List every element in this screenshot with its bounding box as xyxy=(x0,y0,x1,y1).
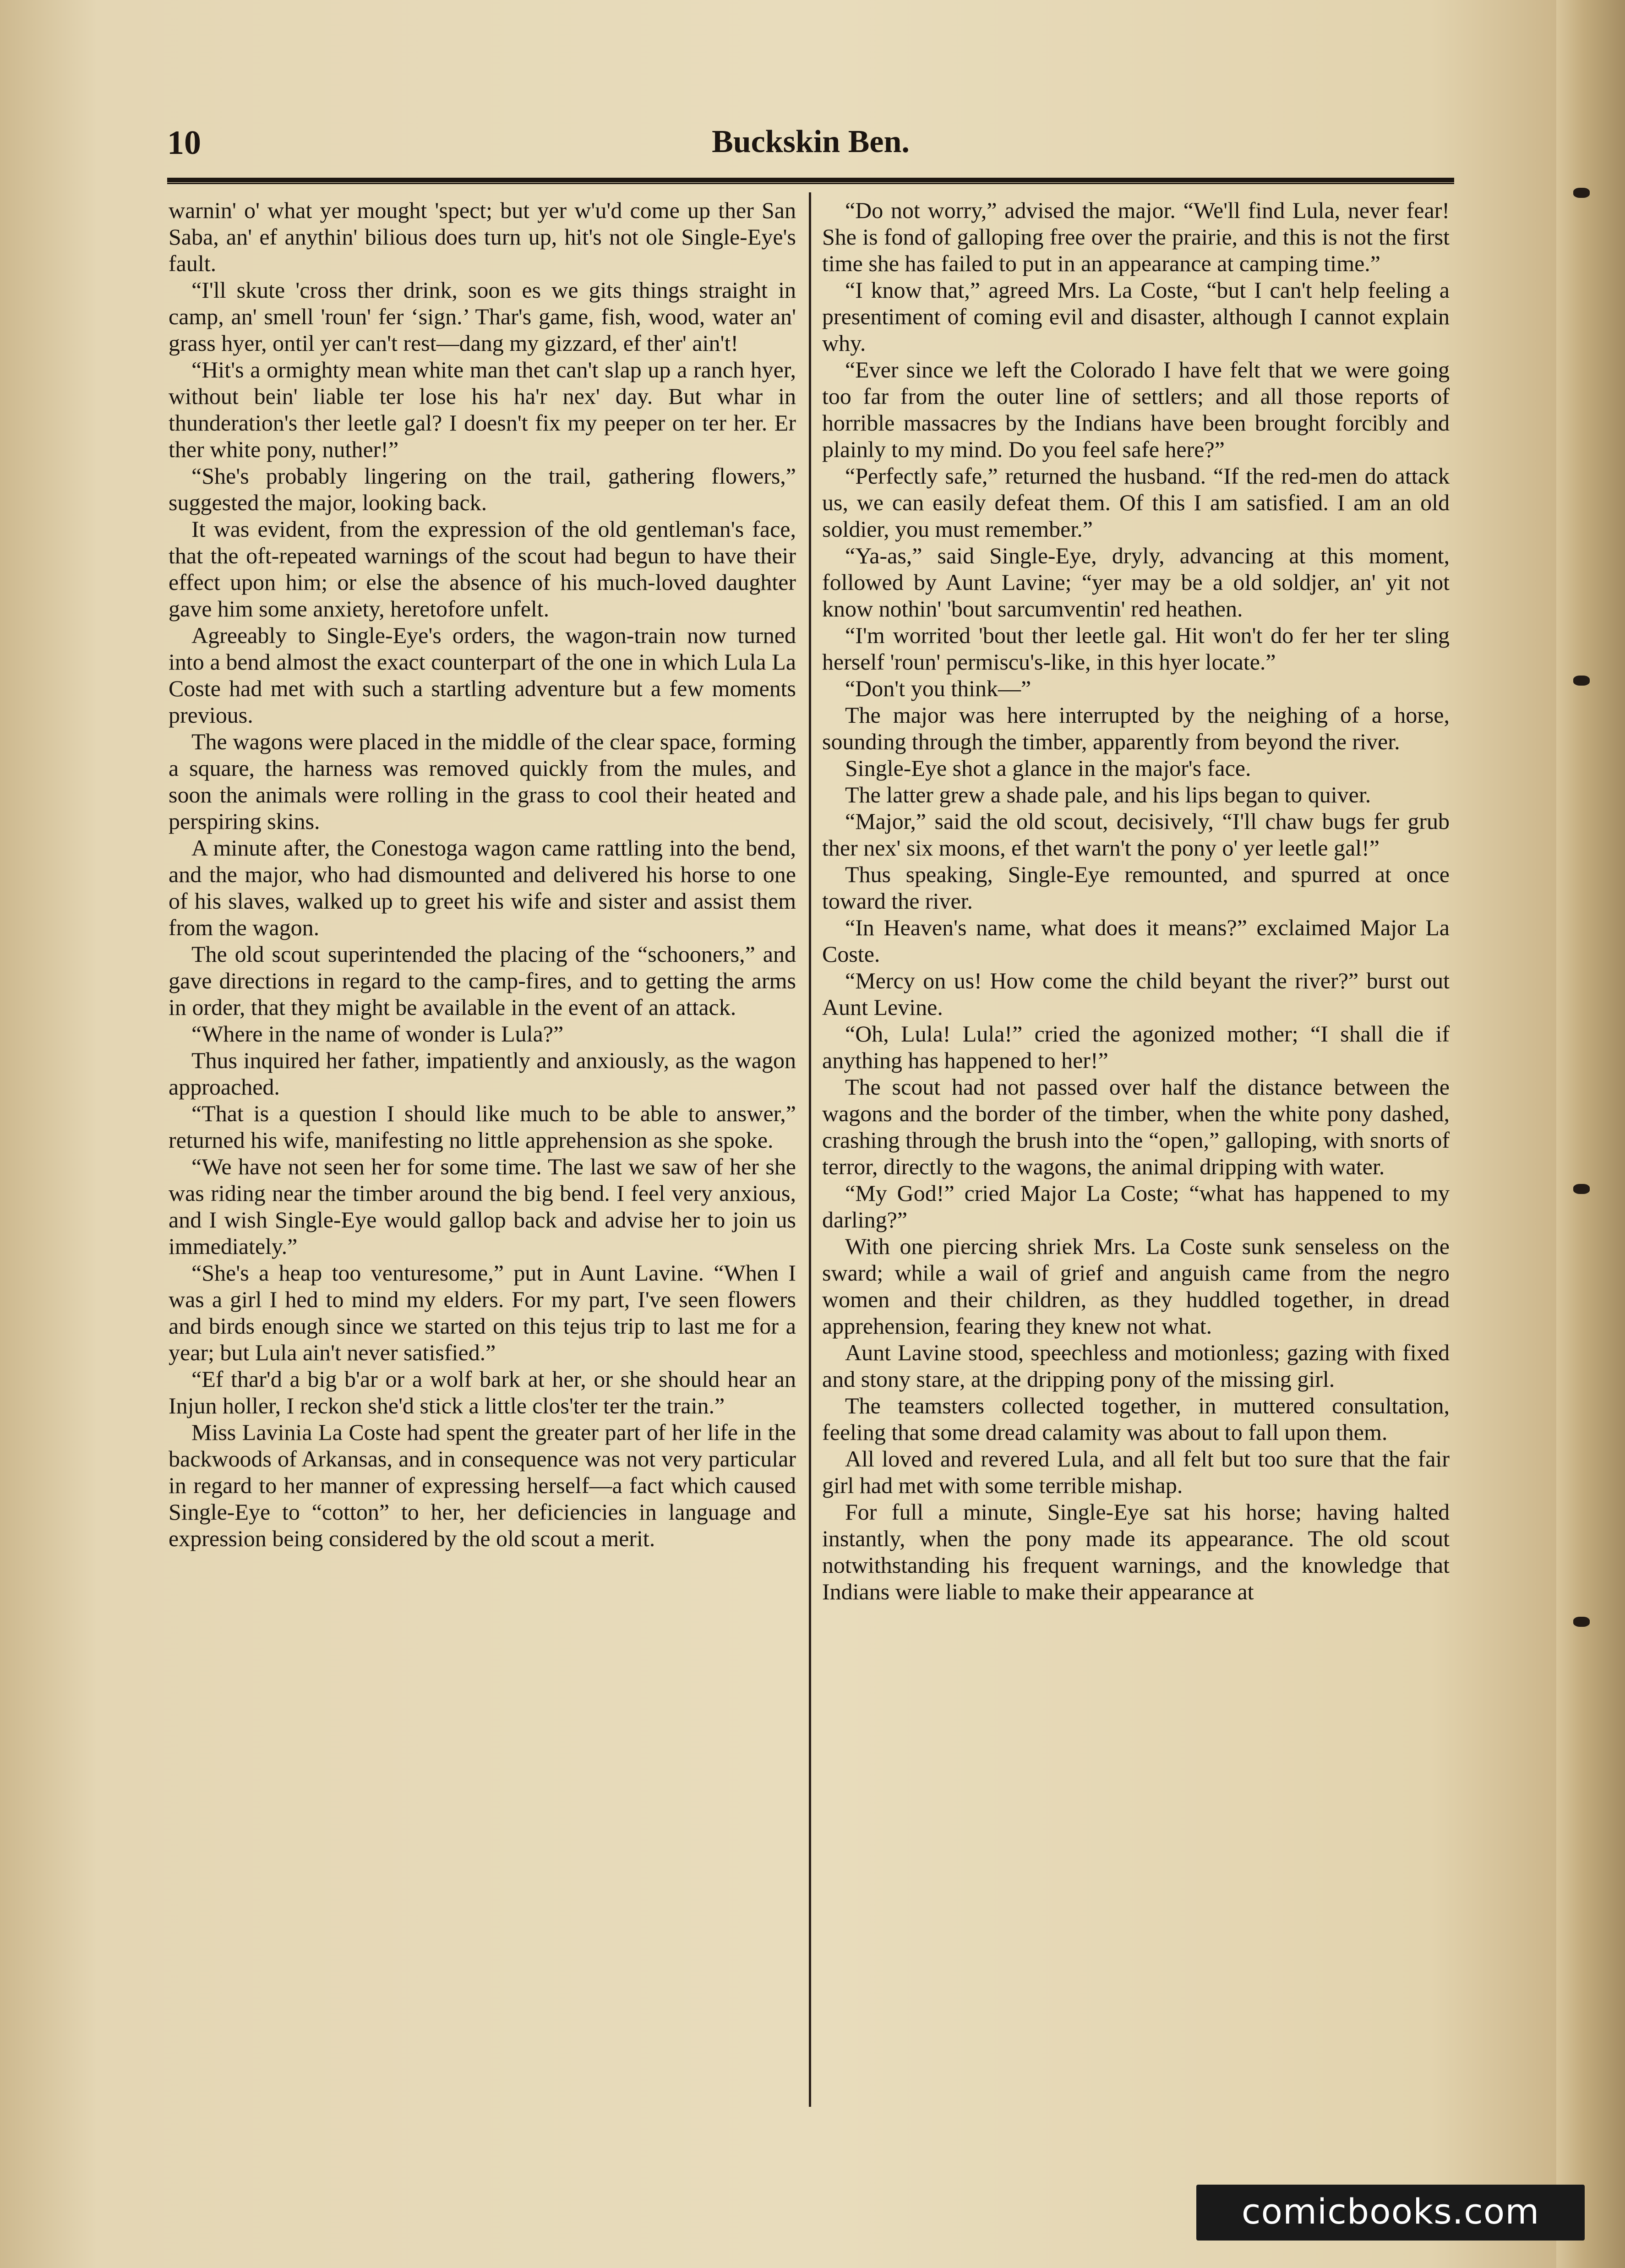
paragraph: “I know that,” agreed Mrs. La Coste, “but I can't help feeling a presentiment of coming evil and disaster, although I cannot explain why. xyxy=(822,277,1450,356)
paragraph: “Don't you think—” xyxy=(845,676,1031,701)
paragraph: Aunt Lavine stood, speechless and motionless; gazing with fixed and stony stare, at the dripping pony of the missing girl. xyxy=(822,1340,1450,1392)
binding-hole xyxy=(1573,1617,1590,1627)
paragraph: Single-Eye shot a glance in the major's face. xyxy=(845,755,1251,781)
watermark-badge xyxy=(1196,2185,1585,2241)
paragraph: With one piercing shriek Mrs. La Coste sunk senseless on the sward; while a wail of grief and anguish came from the negro women and their children, as they huddled together, in dread apprehension, fearing they knew not what. xyxy=(822,1233,1450,1339)
page-title: Buckskin Ben. xyxy=(712,124,910,159)
paragraph: “She's a heap too venturesome,” put in Aunt Lavine. “When I was a girl I hed to mind my elders. For my part, I've seen flowers and birds enough since we started on this tejus trip to last me for a year; but Lula ain't never satisfied.” xyxy=(169,1260,796,1365)
paragraph: The old scout superintended the placing of the “schooners,” and gave directions in regard to the camp-fires, and to getting the arms in order, that they might be available in the event of an attack. xyxy=(169,941,796,1020)
binding-hole xyxy=(1573,188,1590,198)
paragraph: warnin' o' what yer mought 'spect; but yer w'u'd come up ther San Saba, an' ef anythin' bilious does turn up, hit's not ole Single-Eye's fault. xyxy=(169,197,796,276)
paragraph: “Perfectly safe,” returned the husband. “If the red-men do attack us, we can easily defeat them. Of this I am satisfied. I am an old soldier, you must remember.” xyxy=(822,463,1450,542)
paragraph: The scout had not passed over half the distance between the wagons and the border of the timber, when the white pony dashed, crashing through the brush into the “open,” galloping, with snorts of terror, directly to the wagons, the animal dripping with water. xyxy=(822,1074,1450,1179)
paragraph: All loved and revered Lula, and all felt but too sure that the fair girl had met with some terrible mishap. xyxy=(822,1446,1450,1498)
paragraph: “Major,” said the old scout, decisively, “I'll chaw bugs fer grub ther nex' six moons, ef thet warn't the pony o' yer leetle gal!” xyxy=(822,808,1450,861)
column-divider xyxy=(809,192,811,2107)
paragraph: The latter grew a shade pale, and his lips began to quiver. xyxy=(845,782,1371,807)
paragraph: The wagons were placed in the middle of the clear space, forming a square, the harness was removed quickly from the mules, and soon the animals were rolling in the grass to cool their heated and perspiring skins. xyxy=(169,729,796,834)
right-text-column xyxy=(822,197,1450,2111)
header-rule xyxy=(167,178,1454,184)
paragraph: Thus inquired her father, impatiently and anxiously, as the wagon approached. xyxy=(169,1047,796,1100)
paragraph: “Hit's a ormighty mean white man thet can't slap up a ranch hyer, without bein' liable ter lose his ha'r nex' day. But whar in thunderation's ther leetle gal? I doesn't fix my peeper on ter her. Er ther white pony, nuther!” xyxy=(169,357,796,462)
running-head xyxy=(167,124,1454,174)
paragraph: Thus speaking, Single-Eye remounted, and spurred at once toward the river. xyxy=(822,861,1450,914)
page-number: 10 xyxy=(167,124,201,162)
paragraph: “Where in the name of wonder is Lula?” xyxy=(191,1021,564,1047)
paragraph: “She's probably lingering on the trail, gathering flowers,” suggested the major, looking back. xyxy=(169,463,796,515)
binding-hole xyxy=(1573,676,1590,686)
paragraph: The major was here interrupted by the neighing of a horse, sounding through the timber, apparently from beyond the river. xyxy=(822,702,1450,754)
left-text-column xyxy=(169,197,796,2111)
paragraph: “Ef thar'd a big b'ar or a wolf bark at her, or she should hear an Injun holler, I reckon she'd stick a little clos'ter ter the train.” xyxy=(169,1366,796,1418)
paragraph: “That is a question I should like much to be able to answer,” returned his wife, manifesting no little apprehension as she spoke. xyxy=(169,1101,796,1153)
paragraph: “Ever since we left the Colorado I have felt that we were going too far from the outer line of settlers; and all those reports of horrible massacres by the Indians have been brought forcibly and plainly to my mind. Do you feel safe here?” xyxy=(822,357,1450,462)
paragraph: “Mercy on us! How come the child beyant the river?” burst out Aunt Levine. xyxy=(822,968,1450,1020)
paragraph: Agreeably to Single-Eye's orders, the wagon-train now turned into a bend almost the exact counterpart of the one in which Lula La Coste had met with such a startling adventure but a few moments previous. xyxy=(169,622,796,728)
paragraph: “Do not worry,” advised the major. “We'll find Lula, never fear! She is fond of galloping free over the prairie, and this is not the first time she has failed to put in an appearance at camping time.” xyxy=(822,197,1450,276)
paragraph: A minute after, the Conestoga wagon came rattling into the bend, and the major, who had dismounted and delivered his horse to one of his slaves, walked up to greet his wife and sister and assist them from the wagon. xyxy=(169,835,796,940)
paragraph: “I'm worrited 'bout ther leetle gal. Hit won't do fer her ter sling herself 'roun' permiscu's-like, in this hyer locate.” xyxy=(822,622,1450,675)
paragraph: “Oh, Lula! Lula!” cried the agonized mother; “I shall die if anything has happened to her!” xyxy=(822,1021,1450,1073)
paragraph: The teamsters collected together, in muttered consultation, feeling that some dread calamity was about to fall upon them. xyxy=(822,1393,1450,1445)
page-binding-edge xyxy=(1556,0,1625,2268)
paragraph: Miss Lavinia La Coste had spent the greater part of her life in the backwoods of Arkansas, and in consequence was not very particular in regard to her manner of expressing herself—a fact which caused Single-Eye to “cotton” to her, her deficiencies in language and expression being considered by the old scout a merit. xyxy=(169,1419,796,1551)
binding-hole xyxy=(1573,1184,1590,1194)
paragraph: “In Heaven's name, what does it means?” exclaimed Major La Coste. xyxy=(822,915,1450,967)
watermark-text: comicbooks.com xyxy=(1241,2191,1540,2232)
paragraph: For full a minute, Single-Eye sat his horse; having halted instantly, when the pony made its appearance. The old scout notwithstanding his frequent warnings, and the knowledge that Indians were liable to make their appearance at xyxy=(822,1499,1450,1604)
paragraph: “We have not seen her for some time. The last we saw of her she was riding near the timber around the big bend. I feel very anxious, and I wish Single-Eye would gallop back and advise her to join us immediately.” xyxy=(169,1154,796,1259)
paragraph: “My God!” cried Major La Coste; “what has happened to my darling?” xyxy=(822,1180,1450,1232)
paragraph: It was evident, from the expression of the old gentleman's face, that the oft-repeated warnings of the scout had begun to have their effect upon him; or else the absence of his much-loved daughter gave him some anxiety, heretofore unfelt. xyxy=(169,516,796,622)
paragraph: “Ya-as,” said Single-Eye, dryly, advancing at this moment, followed by Aunt Lavine; “yer may be a old soldjer, an' yit not know nothin' 'bout sarcumventin' red heathen. xyxy=(822,543,1450,622)
paragraph: “I'll skute 'cross ther drink, soon es we gits things straight in camp, an' smell 'roun' fer ‘sign.’ Thar's game, fish, wood, water an' grass hyer, ontil yer can't rest—dang my gizzard, ef ther' ain't! xyxy=(169,277,796,356)
